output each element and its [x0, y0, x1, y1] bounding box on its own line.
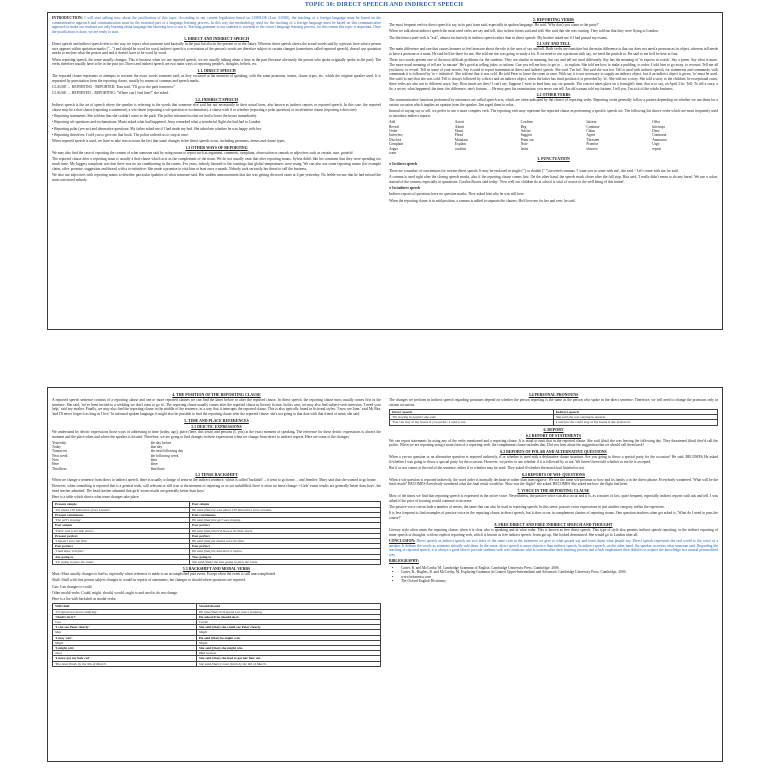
reporting-verb: Plead [454, 133, 463, 138]
time-direct: Yesterday [52, 440, 67, 445]
table-cell: She said (that) she was going to pass the exam. [190, 559, 381, 564]
page-2 [47, 387, 723, 762]
table-cell: Might [53, 640, 197, 645]
introduction-label: INTRODUCTION: [52, 16, 83, 20]
table-header-cell: Direct speech [390, 410, 554, 415]
table-header-cell: He asked if he should do it. [197, 614, 381, 619]
reporting-verb: repeat [652, 146, 661, 151]
table-cell: He said (that) he had done it before. [190, 549, 381, 554]
section-1-2-heading: 1.2. INDIRECT SPEECH [195, 97, 238, 102]
paragraph: The communicative functions performed by utterances are called speech acts, which are often indicated by the choice of reporting verbs. Reporting verbs generally follow a pattern depending on whether we use them for a certain occasion which implies an opinion from the speaker. Jim urged them to relax. [389, 98, 718, 107]
table-cell: Had to/must [197, 651, 381, 656]
table-header-cell: 'I might win'. [53, 646, 197, 651]
time-indirect: that/those [150, 466, 165, 471]
reporting-verb: Insist [520, 146, 529, 151]
section-3-heading: 3. PUNCTUATION [537, 157, 570, 162]
clause-example: CLAUSE → REPORTED – REPORTING: "Where can I find him?" she asked. [52, 91, 170, 96]
time-indirect: there [150, 462, 158, 467]
reporting-verb: Assert [454, 120, 464, 125]
section-5-heading: 5. TIME AND PLACE REFERENCES [184, 418, 249, 423]
paragraph: A comma is used right after the closing speech marks, also if the reporting clause comes first. On the other hand, the speech mark closes after the full stop. Rita said, 'I really didn't mean to do any harm'. We use a colon, instead of the comma, especially in quotations. Gordon Brown said today: 'Now well our children do at school is vital of course to the well being of this nation'. [389, 175, 718, 184]
table-cell: 'I haven't seen the film'. [53, 538, 190, 543]
table-header-cell: 'I can see Peter clearly'. [53, 625, 197, 630]
table-cell: Might [197, 630, 381, 635]
section-1-heading: 1. DIRECT AND INDIRECT SPEECH [183, 36, 250, 41]
paragraph: We can report statements by using any of the verbs mentioned and a reporting clause. It is usual to omit that in the reported clause. She said (that) she was leaving the following day. They threatened (that) they'd call the police. When we are reporting using a noun form of a reporting verb, the complement clause includes that. Did you hear about the suggestion that we should call them back? [389, 438, 718, 448]
reporting-verb: Announce [652, 137, 667, 142]
page-2-left-column [52, 391, 381, 758]
reporting-verb: Claim [586, 129, 596, 134]
time-direct: This/these [52, 466, 67, 471]
table-header-cell: Will/shall [53, 604, 197, 609]
section-4-heading: 4. THE POSITION OF THE REPORTING CLAUSE [172, 393, 261, 397]
reporting-verb: Admit [454, 124, 464, 129]
bibliography-list [389, 566, 718, 584]
section-5-4-heading: 5.4 PERSONAL PRONOUNS [528, 393, 579, 397]
reporting-verb: Threaten [586, 137, 600, 142]
bullet-item: • Reporting polar (yes-no) and alternative questions: My father asked me if I had made my bed. She asked me whether he was happy with her. [52, 126, 262, 131]
time-reference-changes [52, 441, 249, 471]
paragraph: Must: Must usually changes to had to, especially when reference is made to an accomplished past event. Except when the event is still unaccomplished. [52, 571, 276, 576]
reporting-verb: confirm [454, 146, 467, 151]
table-header-cell: Past simple [53, 523, 190, 528]
paragraph: The third most used verb is "ask", almost exclusively in indirect speech rather than in direct speech: My brother asked me if I had passed my exams. [389, 35, 608, 40]
reporting-verb: Deny [652, 129, 660, 134]
table-header-cell: Present simple [53, 502, 190, 507]
paragraph: When we change a sentence from direct to indirect speech, there is usually a change of tense in the indirect sentence, which is called 'backshift' – it went to go home… and Jennifer: Mary said that she wanted to go home. [52, 477, 377, 482]
reporting-verb: Note [520, 142, 528, 147]
table-cell: I told her she could stay at my house if she preferred. [553, 420, 717, 425]
table-header-cell: Am going to [53, 554, 190, 559]
table-header-cell: 'Shall I do it?' [53, 614, 197, 619]
table-cell: He said (that) he was about 150 kilometres from London. [190, 507, 381, 512]
reporting-verb: Order [389, 129, 398, 134]
table-header-cell: Would/should [197, 604, 381, 609]
paragraph: Shall: Shall with first person subject changes to would in reports of statements, but changes to should where questions are reported. [52, 578, 246, 583]
table-cell: 'I'm staying in Austria' she said. [390, 415, 554, 420]
reporting-verb: Offer [652, 120, 660, 125]
reporting-verb: Agree [586, 133, 596, 138]
conclusion-text: Direct speech as indirect speech are two sides of the same coin in the treatment we give to what people say and learn about what people say. Direct speech represents the real world to the voice of a speaker. It defines the words as someone actually said them. In the sense, direct speech is more objective than indirect speech. In indirect speech, on the other hand, the speaker recreates what someone said. Regarding the teaching of reported speech, it is always a good idea to provide students with real situations which contextualize their learning process and which emphasizes their abilities to acquire the knowledge in a natural personalized way. [389, 538, 718, 557]
reporting-verb: Explain [454, 142, 466, 147]
table-header-cell: Was going to [190, 554, 381, 559]
table-cell: 'There was a terrible storm'. [53, 528, 190, 533]
reporting-verb: Urge [652, 142, 660, 147]
reporting-verb: Beg [520, 124, 527, 129]
reporting-verb: Argue [389, 146, 398, 151]
section-6-2-heading: 6.2 REPORTS OF POLAR AND ALTERNATIVE QUESTIONS [500, 450, 607, 455]
time-direct: Next week [52, 453, 68, 458]
reporting-verbs-list [389, 120, 718, 155]
time-indirect: the day before [150, 440, 172, 445]
section-2-2-heading: 2.2 OTHER VERBS [536, 93, 571, 98]
paragraph: Indirect reports of questions have no question marks. They asked him why he was still here. [389, 192, 525, 197]
reporting-verb: Continue [586, 124, 600, 129]
reporting-verb: Disclose [389, 137, 402, 142]
reporting-verb: Suggest [520, 133, 532, 138]
page-1 [47, 12, 723, 330]
section-2-heading: 2. REPORTING VERBS [532, 18, 575, 22]
paragraph: When reporting speech, the tense usually changes. This is because when we use reported speech, we are usually talking about a time in the past (because obviously the person who spoke originally spoke in the past). The verbs therefore usually have to be in the past too. Direct and indirect speech are two main ways of reporting people's, thoughts, beliefs, etc. [52, 57, 381, 67]
bibliography-item: • Carter, R. and McCarthy, M. Cambridge Grammar of English. Cambridge University Press. Cambridge. 2006. [401, 566, 718, 571]
section-6-1-heading: 6.1 REPORT OF STATEMENTS [525, 433, 582, 438]
table-cell: May [53, 630, 197, 635]
reporting-verb: Shout [454, 129, 464, 134]
reporting-verb: warn [389, 151, 397, 156]
bullet-item: • Reporting statements: She told me that she couldn't come to the park. The police informed us that we had to leave the house immediately. [52, 113, 258, 118]
paragraph: These two words present one of the most difficult problems for the students. They are similar in meaning, but say and tell are used differently. Say has the meaning of 'to express in words'. Say a poem. Say what is more. The more usual meaning of tell are 'to narrate'. He's good at telling jokes, to inform: Can you tell me how to get to ... to explain. She told me how to make a pudding, to order: I told him to go away, to recount: Tell me all you know, to reveal: Tell us some of your secrets. Say is used to report statements in direct and indirect speech. She said: 'I'm hot'. She said she was hot. Tell is used with indirect speech, for statements and commands; with commands it is followed by 'to + infinitive': She told me that it was cold. He told Peter to leave the room at once. With say it is not necessary to supply an indirect object, but if an indirect object is given, 'to' must be used. She said (to me) that she was cold. Tell is always followed by a direct and an indirect object, when the latter has final position it is preceded by 'to'. She told me a story. She told a story to the children. In exceptional cases, these verbs are also use to different ways: Say: How much are they? I can't say. Suppose I were to lend him, say, six pounds. The concert takes place on a fortnight's time, that is to say, on April 21st. Tell: To tell a story, a lie, a secret, what happened, the time, the difference, one's fortune, ... He may pass his examination; you never can tell. An old woman told my fortune. I tell you, I'm sick of the whole business. [389, 58, 718, 91]
paragraph: When the reporting clause is in mid position, a comma is added to separate the clauses: He'd love me for her and ever, he said. [389, 198, 576, 203]
reporting-verb: Interrupt [652, 124, 665, 129]
section-1-1-heading: 1.1. DIRECT SPEECH [197, 68, 236, 73]
table-cell: Can [53, 620, 197, 625]
time-direct: Now [52, 458, 59, 462]
table-cell: 'The girl's singing'. [53, 518, 190, 523]
table-header-cell: Present continuous [53, 512, 190, 517]
table-cell: 'You can stay at my house if you prefer', I said to her. [390, 420, 554, 425]
section-5-1-heading: 5.1 DEICTIC EXPRESSIONS [191, 424, 242, 429]
reporting-verb: Reveal [389, 124, 399, 129]
table-row [53, 661, 381, 666]
paragraph: When we talk about indirect speech the most used verbs are say and tell, also in their forms said and told. She said that she was coming. They told me that they were flying to London. [389, 29, 659, 34]
bibliography-item: • Carter, R., Hughes, R. and McCarthy, M. Exploring Grammar in Context Upper-Intermediate and Advanced. Cambridge University Press. Cambridge. 2000. [401, 570, 718, 575]
pronoun-table [389, 409, 718, 426]
table-cell: 'I'm going to pass the exam'. [53, 559, 190, 564]
time-indirect: the following week [150, 453, 179, 458]
bibliography-item: • www.britannica.com [401, 575, 718, 580]
table-row [53, 559, 381, 564]
table-cell: She said (that) I must finish by the 9th of March. [197, 661, 381, 666]
bibliography-item: • The Oxford English Dictionary [401, 579, 718, 584]
bullet-item: • Reporting wh-questions and exclamations: Maria asked what had happened. Jessy remarked what a wonderful flight she had had to London. [52, 120, 262, 125]
table-cell: must [53, 651, 197, 656]
conclusion [389, 539, 718, 558]
subheading: ● In indirect speech [389, 186, 421, 191]
table-header-cell: Past perfect [190, 533, 381, 538]
table-cell: 'I had done it before'. [53, 549, 190, 554]
time-direct: Today [52, 445, 61, 450]
table-cell: 'I'll spend two hours studying'. [53, 609, 197, 614]
paragraph: However, when something is reported that is a general truth, still relevant or still true at the moment of reporting or as yet unfulfilled, there is often no tense change: +Girls' exam results are generally better than boys', the head teacher admitted. The head teacher admitted that girls' exam results are generally better than boys'. [52, 484, 381, 493]
paragraph: Indirect speech is the art of speech where the speaker is referring to the words that someone else said but not necessarily in their actual form, also known as indirect reports or reported speech. In this case, the reported clause may be a that-clause (reporting a statement), a wh-clause (reporting a wh-question or exclamation), a clause with if or whether (reporting a polar question) or an infinitive clause (reporting a directive). [52, 102, 381, 112]
reporting-verb: Promise [586, 142, 599, 147]
clause-example: CLAUSE → REPORTING - REPORTED: Tom said, "I'll go to the park tomorrow" [52, 84, 176, 89]
time-direct: Tomorrow [52, 449, 68, 454]
table-cell: He said (that) he'd spend two hours studying. [197, 609, 381, 614]
table-header-cell: Past perfect [190, 544, 381, 549]
table-header-cell: Past perfect [190, 523, 381, 528]
time-indirect: that day [150, 445, 163, 450]
time-indirect: the next/following day [150, 449, 184, 454]
bibliography-heading: BIBLIOGRAPHY: [389, 559, 419, 564]
paragraph: But if or not comes at the end of the sentence, either if or whether may be used. They asked if/whether the match had finished or not. [389, 466, 586, 471]
paragraph: The reported clause represents or attempts to recreate the exact words someone said, as they occurred at the moment of speaking, with the same pronouns, tenses, clause types, etc. which the original speaker used. It is separated by punctuation from the reporting clause, usually by means of commas and speech marks. [52, 73, 381, 83]
section-6-3-heading: 6.3 REPORTS OF WH- QUESTIONS [521, 472, 586, 477]
paragraph: The most frequent verb in direct speech is say in its past form said, especially in spoken language. He said, 'Why don't you come to the party?' [389, 23, 599, 27]
introduction-text: I will start talking now about the justification of this topic. According to our current legislation based on LOMLOE (Law 3/2020), the teaching of a foreign language must be based on the communicative approach and communication must be the essential part of a language learning process. In this way the methodology used for the teaching of a foreign language must be based on this communicative approach to make our students not only learning about language but knowing how to use it. Teaching grammar to our students is essential to the correct language learning process, for this reason this topic is important. Once the justification is done, we are ready to start. [52, 16, 381, 35]
table-header-cell: Past perfect [53, 544, 190, 549]
table-header-cell: Past continuous [190, 512, 381, 517]
paragraph: We also use adjectives with reporting nouns to describe particular qualities of what someone said. Her sudden announcement that she was getting divorced came at 4 pm yesterday. No feeble excuse that he had missed the train convinced nobody. [52, 172, 381, 182]
reporting-verb: Maintain [454, 137, 468, 142]
reporting-verb: Interview [389, 133, 403, 138]
reporting-verb: observe [586, 146, 598, 151]
reporting-verb: Inform [586, 120, 597, 125]
table-cell: He said (that) there'd been a terrible storm. [190, 528, 381, 533]
paragraph: The reported clause after a reporting noun is usually a that-clause which acts as the complement of the noun. We do not usually omit that after reporting nouns. Sylvia didn't like his comment that they were spending too much time. My biggest complaint was that there was no air conditioning in the rooms. For years, nobody listened to the warnings that global temperatures were rising. We can also use some reporting nouns (for example claim, offer, promise, suggestion and threat) with a to-infinitive: She made a promise to visit him at least once a month. Nobody took seriously her threat to sell the business. [52, 157, 381, 171]
section-6-heading: 6. REPORT [543, 427, 564, 432]
table-row [390, 420, 718, 425]
table-header-cell: Present perfect [53, 533, 190, 538]
paragraph: When a yes-no question or an alternative question is reported indirectly, if or whether is used with a declarative clause structure. Are you going to throw a special party for the occasion? He said. BECOMES He asked if/whether I was going to throw a special party for the occasion. However, we prefer to use whether if it is followed by or not. We haven't been told whether or not he is accepted. [389, 455, 718, 464]
table-cell: Might [197, 640, 381, 645]
table-cell: He said (that) he hadn't seen the film. [190, 538, 381, 543]
paragraph: Direct speech and indirect speech refer to the way we report what someone said basically in the past but also in the present or in the future. Whereas direct speech shows the actual words said by a person, here what a person says appears within quotation marks ("...") and should be word for word, indirect speech is a recreation of the person's words are therefore subject to certain changes (sometimes called reported speech), doesn't use quotation marks to enclose what the person said and it doesn't have to be word by word. [52, 41, 381, 56]
table-header-cell: Past simple [190, 502, 381, 507]
time-indirect: then [150, 458, 157, 462]
paragraph: We understand by deictic expressions those ways of addressing to time (today, ago), place (here, this town) and persons (I, you) at the exact moment of speaking. The reference for these deictic expressions is always the moment and the place when and where the speaker is located. Therefore, we are going to find changes in these expressions when we change from direct to indirect reports. Here are some of the changes: [52, 429, 381, 439]
page-1-right-column [389, 16, 718, 326]
modal-backshift-table [52, 603, 381, 666]
paragraph: The passive voice can include a number of tenses, the same that can also be used in reporting speech. In this sense, passive voice expressions in just another category within the repertoire. [389, 505, 665, 510]
table-cell: 'You must finish by the 9th of March'. [53, 661, 197, 666]
paragraph: Literary style often omits the reporting clause, when it is clear who is speaking and in what order. This is known as free direct speech. This type of style also permits indirect speech reporting, or the indirect reporting of inner speech or thoughts, with no explicit reporting verb, which is known as free indirect speech. Jenni got up. She looked determined. She would go to London after all. [389, 527, 718, 537]
table-header-cell: He said (that) he might win. [197, 635, 381, 640]
paragraph: Here is a table which shows what tense changes take place: [52, 495, 140, 500]
table-header-cell: Indirect speech [553, 410, 717, 415]
conclusion-label: CONCLUSION: [389, 538, 416, 543]
reporting-verb: Add [389, 120, 396, 125]
table-cell: He said (that) the girl was singing. [190, 518, 381, 523]
table-header-cell: She said (that) she might win. [197, 646, 381, 651]
paragraph: The changes we perform in indirect speech regarding pronouns depend on whether the person reporting is the same as the person who spoke in the direct sentence. Therefore, we will need to change the pronouns only in certain occasions. [389, 398, 718, 407]
paragraph: It is less frequent to find examples of passive voice in the reporting clause in direct speech, but it does occur in complement clauses of reporting nouns. One question teachers often get asked is, 'What do I need to pass the course?' [389, 511, 718, 521]
table-cell: 'I'm about 150 kilometres from London'. [53, 507, 190, 512]
section-5-3-heading: 5.3 BACKSHIFT AND MODAL VERBS [182, 566, 251, 571]
reporting-verb: Comment [652, 133, 667, 138]
paragraph: When reported speech is used, we have to take into account the fact that some changes in the direct speech occur, including pronouns, tenses and clause types. [52, 139, 286, 144]
paragraph: There are a number of conventions for written direct speech: It may be enclosed in single (' ') or double (" ") inverted commas. 'I want you to come with me', she said. / Let's come with me, he said. [389, 168, 679, 173]
page-1-left-column [52, 16, 381, 326]
time-direct: Here [52, 462, 59, 467]
page-2-right-column [389, 391, 718, 758]
paragraph: A reported speech sentence consists of a reporting clause and one or more reported clauses we can find the latter before or after the reported clause. In direct speech, the reporting clause most usually comes first in the sentence. She said, 'we've been invited to a wedding we don't want to go to'. The reporting clause usually comes after the reported clause in literary fiction. In this case, we may also find subject-verb inversion. 'I need your help,' said my mother. Finally, we may also find the reporting clause in the middle of the sentence, in a way that it interrupts the reported clause. This is also typically found in fictional styles: 'I now see Jane,' said Mr Rea, 'and I'll never forget it as long as I live.' In informal spoken language, it might also be possible to find the reporting clause after the reported clause: she's not going to that date with that friend of mine, she said. [52, 398, 381, 417]
document-topic-title: TOPIC 30: DIRECT SPEECH AND INDIRECT SPEECH [304, 2, 464, 8]
introduction [52, 16, 381, 35]
section-1-3-heading: 1.3 OTHER WAYS OF REPORTING [185, 145, 248, 150]
reporting-verb: Advise [520, 129, 531, 134]
table-header-cell: She said (that) she could see Peter clearly. [197, 625, 381, 630]
table-header-cell: 'I may win'. [53, 635, 197, 640]
reporting-verb: Confirm [520, 120, 533, 125]
tense-backshift-table [52, 501, 381, 564]
paragraph: Instead of saying say or tell, we prefer to use a more complex verb. The reporting verb may represent the reported clause as performing a specific speech act. The following list shows verbs which are most frequently used to introduce indirect reports: [389, 109, 718, 118]
section-5-2-heading: 5.2 TENSE BACKSHIFT [195, 472, 238, 477]
subheading: ● In direct speech [389, 162, 418, 167]
section-7-heading: 7. VOICE IN THE REPORTING CLAUSE [517, 489, 590, 494]
reporting-verb: Point out [520, 137, 534, 142]
reporting-verb: Complain [389, 142, 404, 147]
table-header-cell: 'I must get my hair cut'. [53, 656, 197, 661]
section-2-1-heading: 2.1 SAY AND TELL [536, 42, 571, 47]
bullet-item: • Reporting directives: I told you to give me that book. The police ordered us to stop at once. [52, 132, 189, 137]
paragraph: Other modal verbs: Could, might, should, would, ought to and used to do not change. [52, 590, 178, 595]
paragraph: The main difference and one that causes learners to feel insecure about the rule is the uses of say and tell. Both verbs are transitive but the main difference is that say does not need a pronoun as its object, whereas tell needs to have a pronoun or a noun. He said he'd be there for me. She told me she was going to study a lot. If we need to use a pronoun with say, we need the particle to. He said to me he'd be here at four. [389, 47, 718, 56]
paragraph: Most of the times we find that reporting speech is expressed in the active voice. Nevertheless, the passive voice can also occur and it is, as a matter of fact, quite frequent, especially indirect reports with ask and tell. I was asked if the price of housing would continue to increase. [389, 494, 718, 503]
table-cell: She said she was staying in Austria. [553, 415, 717, 420]
paragraph: Can: Can changes to could. [52, 584, 93, 589]
section-8-heading: 8. FREE DIRECT AND FREE INDIRECT SPEECH AND THOUGHT [494, 522, 613, 527]
table-header-cell: She said (that) she had to get her hair cut. [197, 656, 381, 661]
paragraph: We may also find the case of reporting the content of what someone said by using nouns to report such as argument, comment, complaint, observation or remark or adjectives such as certain, sure, grateful. [52, 150, 354, 155]
paragraph: Here is a list with backshift in modal verbs: [52, 597, 117, 602]
paragraph: When a wh-question is reported indirectly, the word order is normally declarative rather than interrogative. We use the same wh-pronoun or how and its family a in the direct phrase. Everybody wondered, 'What will be the final result?' BECOMES Everybody wondered what the final result would be. 'How was the flight?' she asked. BECOMES She asked me how the flight had been. [389, 477, 718, 487]
table-cell: Could [197, 620, 381, 625]
